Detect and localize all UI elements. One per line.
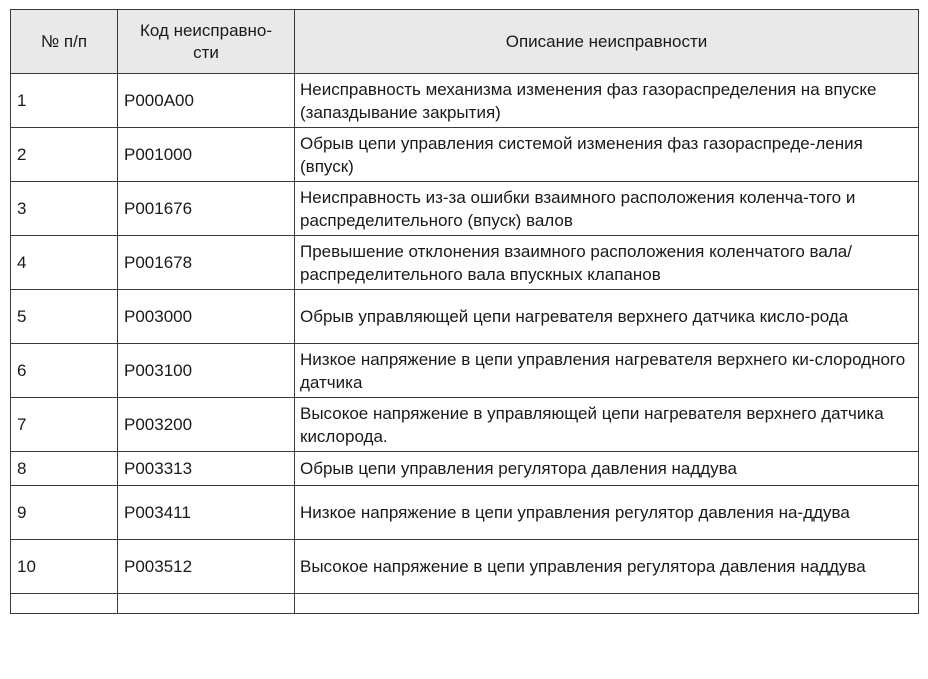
fault-description: Обрыв цепи управления регулятора давления наддува [295, 452, 919, 486]
fault-code: P003200 [118, 398, 295, 452]
fault-description-empty [295, 594, 919, 614]
header-row [11, 10, 919, 74]
table-body [11, 74, 919, 614]
fault-description: Неисправность механизма изменения фаз газораспределения на впуске (запаздывание закрытия) [295, 74, 919, 128]
table-row [11, 290, 919, 344]
fault-code: P003512 [118, 540, 295, 594]
table-row [11, 486, 919, 540]
table-row [11, 452, 919, 486]
row-number-empty [11, 594, 118, 614]
fault-code: P001676 [118, 182, 295, 236]
fault-description: Неисправность из-за ошибки взаимного расположения коленча-того и распределительного (впуск) валов [295, 182, 919, 236]
fault-description: Низкое напряжение в цепи управления нагревателя верхнего ки-слородного датчика [295, 344, 919, 398]
table-row [11, 182, 919, 236]
fault-code: P000A00 [118, 74, 295, 128]
column-header-number: № п/п [11, 10, 118, 74]
fault-code-empty [118, 594, 295, 614]
row-number: 7 [11, 398, 118, 452]
fault-code: P001678 [118, 236, 295, 290]
fault-codes-table-container [10, 9, 918, 614]
fault-codes-table [10, 9, 919, 614]
row-number: 5 [11, 290, 118, 344]
fault-code: P003411 [118, 486, 295, 540]
table-row [11, 398, 919, 452]
table-row [11, 344, 919, 398]
fault-description: Превышение отклонения взаимного расположения коленчатого вала/распределительного вала впускных клапанов [295, 236, 919, 290]
table-row-cut-off [11, 594, 919, 614]
fault-code: P003000 [118, 290, 295, 344]
row-number: 6 [11, 344, 118, 398]
row-number: 9 [11, 486, 118, 540]
table-row [11, 128, 919, 182]
fault-description: Обрыв цепи управления системой изменения фаз газораспреде-ления (впуск) [295, 128, 919, 182]
table-row [11, 74, 919, 128]
fault-description: Высокое напряжение в управляющей цепи нагревателя верхнего датчика кислорода. [295, 398, 919, 452]
fault-code: P001000 [118, 128, 295, 182]
row-number: 1 [11, 74, 118, 128]
fault-code: P003313 [118, 452, 295, 486]
column-header-description: Описание неисправности [295, 10, 919, 74]
table-header [11, 10, 919, 74]
fault-code: P003100 [118, 344, 295, 398]
row-number: 4 [11, 236, 118, 290]
table-row [11, 540, 919, 594]
fault-description: Низкое напряжение в цепи управления регулятор давления на-ддува [295, 486, 919, 540]
row-number: 3 [11, 182, 118, 236]
column-header-code: Код неисправно- сти [118, 10, 295, 74]
table-row [11, 236, 919, 290]
fault-description: Обрыв управляющей цепи нагревателя верхнего датчика кисло-рода [295, 290, 919, 344]
row-number: 10 [11, 540, 118, 594]
fault-description: Высокое напряжение в цепи управления регулятора давления наддува [295, 540, 919, 594]
row-number: 2 [11, 128, 118, 182]
row-number: 8 [11, 452, 118, 486]
